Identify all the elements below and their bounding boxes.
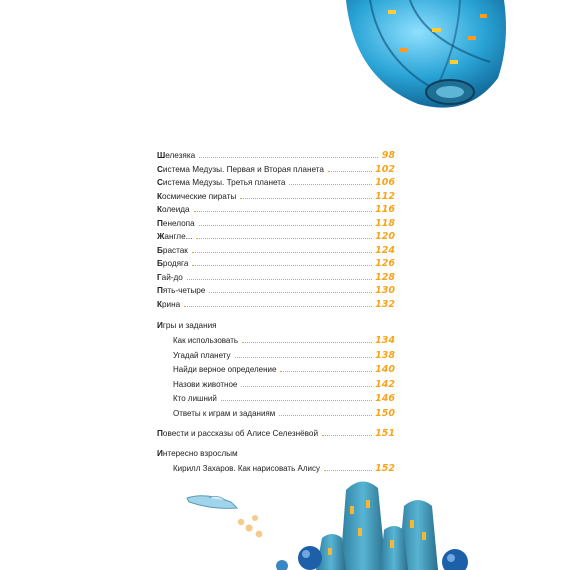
page-number: 146 <box>375 393 395 404</box>
toc-entry <box>157 162 395 175</box>
toc-entry <box>173 406 395 419</box>
entry-title: Жангле... <box>157 232 193 241</box>
entry-title: Крина <box>157 299 181 309</box>
toc-entry <box>157 256 395 269</box>
toc-entry <box>173 391 395 404</box>
section-heading-adults <box>157 446 395 459</box>
leader-dots <box>279 415 372 416</box>
entry-title: Система Медузы. Первая и Вторая планета <box>157 164 324 174</box>
toc-entry <box>157 270 395 283</box>
leader-dots <box>196 238 372 239</box>
entry-title: Система Медузы. Третья планета <box>157 178 286 187</box>
entry-title: Ответы к играм и заданиям <box>173 408 276 418</box>
leader-dots <box>322 435 372 436</box>
entry-title: Кто лишний <box>173 394 217 403</box>
page-number: 134 <box>375 335 395 346</box>
page-number: 152 <box>375 463 395 474</box>
toc-entry <box>157 243 395 256</box>
page-number: 138 <box>375 349 395 361</box>
leader-dots <box>192 252 372 253</box>
page-number: 132 <box>375 298 395 310</box>
page-number: 150 <box>375 407 395 419</box>
toc-entry <box>157 297 395 310</box>
entry-title: Назови животное <box>173 379 238 389</box>
toc-entry <box>157 283 395 296</box>
leader-dots <box>242 342 372 343</box>
toc-entry <box>157 189 395 202</box>
entry-title: Брастак <box>157 245 188 255</box>
section-heading-games <box>157 318 395 331</box>
city-illustration <box>270 470 490 570</box>
page-number: 130 <box>375 285 395 296</box>
toc-entry <box>157 229 395 242</box>
leader-dots <box>280 371 372 372</box>
spaceship-illustration <box>185 488 265 540</box>
toc-entry <box>173 333 395 346</box>
entry-title: Колеида <box>157 205 190 214</box>
entry-title: Пять-четыре <box>157 286 206 295</box>
leader-dots <box>241 386 372 387</box>
entry-title: Гай-до <box>157 272 183 282</box>
page-number: 118 <box>375 217 395 229</box>
entry-title: Космические пираты <box>157 191 237 201</box>
toc-entry <box>157 148 395 161</box>
page-number: 98 <box>381 150 395 161</box>
leader-dots <box>240 198 372 199</box>
toc-entry <box>157 175 395 188</box>
page-number: 106 <box>375 177 395 188</box>
toc-entry <box>173 377 395 390</box>
page-number: 112 <box>375 190 395 202</box>
page-number: 102 <box>375 163 395 175</box>
leader-dots <box>192 265 372 266</box>
leader-dots <box>221 400 372 401</box>
planet-illustration <box>340 0 510 112</box>
toc-entry <box>157 216 395 229</box>
page-number: 140 <box>375 364 395 375</box>
leader-dots <box>235 357 373 358</box>
entry-title: Бродяга <box>157 259 189 268</box>
section-title: Игры и задания <box>157 321 217 330</box>
entry-title: Найди верное определение <box>173 365 277 374</box>
leader-dots <box>184 306 372 307</box>
page-number: 128 <box>375 271 395 283</box>
leader-dots <box>194 211 373 212</box>
entry-title: Шелезяка <box>157 151 196 160</box>
entry-title: Угадай планету <box>173 350 231 360</box>
leader-dots <box>289 184 372 185</box>
page-number: 142 <box>375 378 395 390</box>
page-number: 151 <box>375 428 395 439</box>
entry-title: Повести и рассказы об Алисе Селезнёвой <box>157 429 319 438</box>
toc-entry <box>157 426 395 439</box>
leader-dots <box>209 292 372 293</box>
toc-entry <box>157 202 395 215</box>
leader-dots <box>199 225 372 226</box>
page-number: 124 <box>375 244 395 256</box>
leader-dots <box>328 171 372 172</box>
page-number: 116 <box>375 204 395 215</box>
leader-dots <box>199 157 378 158</box>
toc-entry <box>173 362 395 375</box>
page-number: 126 <box>375 258 395 269</box>
leader-dots <box>187 279 372 280</box>
section-title: Интересно взрослым <box>157 449 238 458</box>
page-number: 120 <box>375 231 395 242</box>
entry-title: Кирилл Захаров. Как нарисовать Алису <box>173 464 320 473</box>
toc-entry <box>173 348 395 361</box>
entry-title: Как использовать <box>173 336 239 345</box>
entry-title: Пенелопа <box>157 218 195 228</box>
